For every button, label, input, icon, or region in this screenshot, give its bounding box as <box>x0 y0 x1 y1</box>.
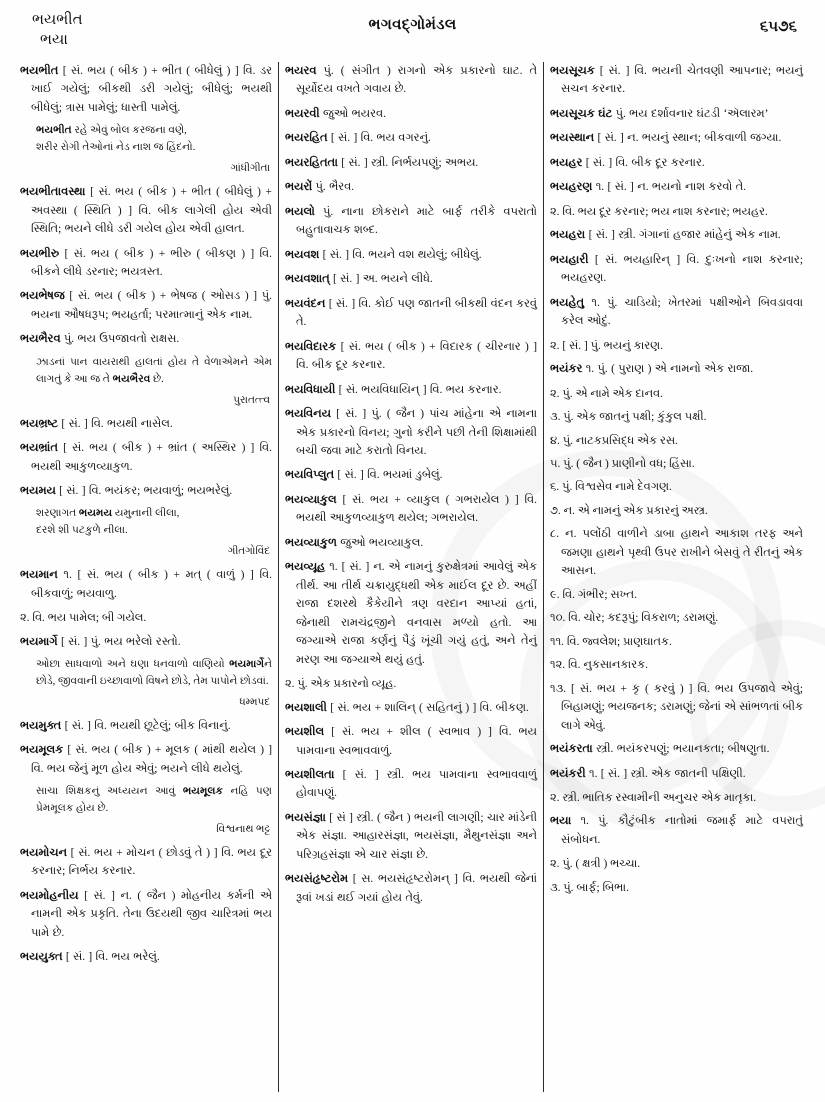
entry-definition: ૧. [ સં. ] ન. એ નામનું કુરુક્ષેત્રમાં આવેલું એક તીર્થ. આ તીર્થ ચક્રાયુદ્ધથી એક માઈલ દૂર છે. અહીં રાજા દશરથે કૈકેયીને ત્રણ વરદાન આપ્યાં હતાં, જેનાથી રામચંદ્રજીને વનવાસ મળ્યો હતો. આ જગ્યાએ રાજા કર્ણનું પૈડું ખૂંચી ગયું હતું, અને તેનું મરણ આ જગ્યાએ થયું હતું. <box>296 561 537 666</box>
entry-headword: ભયભીત <box>20 65 59 77</box>
entry-headword: ભયસૂચક ઘંટ <box>550 107 613 120</box>
entry-headword: ભયવશ <box>285 248 320 261</box>
entry-sense: ૧૩. [ સં. ભય + કૃ ( કરવું ) ] વિ. ભય ઉપજાવે એવું; બિહામણું; ભયજનક; ડરામણું; જેનાં એ સાંભળતાં બીક લાગે એવું. <box>550 682 803 732</box>
dictionary-entry <box>285 62 537 99</box>
entry-headword: ભયલો <box>285 205 315 218</box>
dictionary-entry <box>285 766 537 803</box>
dictionary-entry <box>550 129 803 147</box>
dictionary-entry <box>20 439 272 476</box>
entry-headword: ભયહર <box>550 156 583 169</box>
entry-definition: [ સં. ભય ( બીક ) + ભીત ( બીધેલું ) + અવસ્થા ( સ્થિતિ ) ] વિ. બીક લાગેલી હોય એવી સ્થિતિ; ભયને લીધે ડરી ગયેલ હોય એવી હાલત. <box>31 186 272 236</box>
dictionary-entry <box>285 405 537 460</box>
citation-keyword: ભયભીત <box>36 125 72 137</box>
entry-headword: ભયભેષજ <box>20 290 65 303</box>
dictionary-entry <box>20 415 272 433</box>
citation-keyword: ભયભૈરવ <box>112 373 151 385</box>
entry-headword: ભયભ્રાંત <box>20 442 58 455</box>
entry-definition: [ સં. ] પું. ( જૈન ) પાંચ માંહેના એ નામના એક પ્રકારનો વિનય; ગુનો કરીને પછી તેની શિક્ષામાંથી બચી જવા માટે કરાતો વિનય. <box>296 408 537 457</box>
entry-sense: ૧૧. વિ. જ્વલેશ; પ્રાણઘાતક. <box>550 635 672 648</box>
entry-headword: ભયહેતુ <box>550 296 585 309</box>
dictionary-entry <box>285 534 537 552</box>
citation-line: શરીર રોગી તેઓનાં નેડ નાશ જ હિંદનો. <box>36 142 196 154</box>
entry-definition: [ સં. ભય ( બીક ) + વિદારક ( ચીરનાર ) ] વિ. બીક દૂર કરનાર. <box>296 340 537 372</box>
dictionary-entry <box>285 381 537 399</box>
dictionary-entry <box>285 246 537 264</box>
dictionary-entry <box>550 740 803 758</box>
entry-definition: [ સં. ] વિ. બીક દૂર કરનાર. <box>582 156 705 169</box>
entry-definition: સ્ત્રી. ભયંકરપણું; ભયાનકતા; બીષણુતા. <box>592 743 770 756</box>
dictionary-entry <box>285 203 537 240</box>
citation-keyword: ભયમૂલક <box>182 786 223 798</box>
entry-sense: ૨. સ્ત્રી. ભાતિક રસ્વામીની અનુચર એક માતૃકા. <box>550 792 757 804</box>
entry-definition: પું. ભય ઉપજાવતો રાક્ષસ. <box>60 333 180 346</box>
entry-headword: ભયમાન <box>20 569 58 582</box>
entry-definition: [ સં. ભય + વ્યાકુલ ( ગભરાયેલ ) ] વિ. ભયથી આકુળવ્યાકુળ થયેલ; ગભરાયેલ. <box>296 493 537 525</box>
entry-sense: ૩. પું. એક જાતનું પક્ષી; કુંકુલ પક્ષી. <box>550 411 707 424</box>
dictionary-entry <box>550 294 803 331</box>
entry-headword: ભયવ્યાકુળ <box>285 536 337 549</box>
entry-sense: ૬. પું. વિશ્વસેવ નામે દેવગણ. <box>550 481 672 494</box>
entry-headword: ભયહારી <box>550 253 589 266</box>
entry-definition: [ સં. ભય ( બીક ) + મૂલક ( માંથી થયેલ ) ] વિ. ભય જેનું મૂળ હોય એવું; ભયને લીધે થયેલું. <box>31 744 272 775</box>
citation-keyword: ભયમય <box>78 508 113 520</box>
citation-source: પુરાતત્ત્વ <box>233 394 270 406</box>
entry-definition: [ સં. ] સ્ત્રી. નિર્ભયપણું; અભય. <box>337 156 479 169</box>
dictionary-entry <box>20 633 272 651</box>
dictionary-entry <box>550 360 803 378</box>
entry-definition: પું. ( સંગીત ) રાગનો એક પ્રકારનો ઘાટ. તે સૂર્યોદય વખતે ગવાય છે. <box>296 65 537 96</box>
entry-sense: ૭. ન. એ નામનું એક પ્રકારનું અસ્ત્ર. <box>550 504 708 517</box>
column-2 <box>279 62 544 1092</box>
entry-definition: [ સં. ] વિ. ભયંકર; ભયવાળું; ભયભરેલું. <box>55 485 233 497</box>
entry-definition: [ સં. ભય ( બીક ) + ભેષજ ( ઓસડ ) ] પું. ભયના ઔષધરૂપ; ભયહર્તા; પરમાત્માનું એક નામ. <box>31 290 272 321</box>
entry-headword: ભયમૂલક <box>20 744 64 757</box>
entry-sense: ૮. ન. પલોંઠી વાળીને ડાબા હાથને આકાશ તરફ અને જમણા હાથને પૃથ્વી ઉપર રાખીને બેસવું તે રીતનું એક આસન. <box>550 528 803 578</box>
entry-sense: ૨. પું. એક પ્રકારનો વ્યૂહ. <box>285 678 397 691</box>
dictionary-entry <box>285 129 537 147</box>
entry-headword: ભયવ્યૂહ <box>285 561 326 574</box>
entry-definition: [ સં. ] ન. ( જૈન ) મોહનીય કર્મની એ નામની એક પ્રકૃતિ. તેના ઉદયથી જીવ ચારિત્રમાં ભય પામે છે. <box>31 889 272 939</box>
entry-definition: [ સં. ] વિ. ભય વગરનું. <box>327 132 431 145</box>
citation-line: નહિ પણ પ્રેમમૂલક હોય છે. <box>36 786 272 815</box>
entry-headword: ભયવિધાયી <box>285 383 336 396</box>
entry-headword: ભયા <box>550 815 572 828</box>
entry-headword: ભયહરા <box>550 229 586 242</box>
page-title: ભગવદ્ગોમંડલ <box>368 17 457 33</box>
dictionary-entry <box>285 105 537 123</box>
citation-line: ને છોડે, જીવવાની ઇચ્છાવાળો વિષને છોડે, તેમ પાપોને છોડવાં. <box>36 659 272 687</box>
entry-definition: પું. નાના છોકરાને માટે બાર્ફ તરીકે વપરાતો બહુતાવાચક શબ્દ. <box>296 205 537 237</box>
entry-headword: ભયંકરતા <box>550 743 593 756</box>
dictionary-entry <box>285 154 537 172</box>
citation-source: વિશ્વનાથ ભટ્ટ <box>216 824 270 836</box>
dictionary-entry <box>285 870 537 907</box>
citation-line: યમુનાની લીલા, <box>112 508 180 520</box>
entry-headword: ભયરહિતતા <box>285 156 338 169</box>
entry-headword: ભયશીલ <box>285 726 325 739</box>
dictionary-entry <box>20 948 272 966</box>
entry-definition: [ સં ] સ્ત્રી. ( જૈન ) ભયની લાગણી; ચાર માંડેની એક સંજ્ઞા. આહારસંજ્ઞા, ભયસંજ્ઞા, મૈથુનસંજ્ઞા અને પરિગ્રહસંજ્ઞા એ ચાર સંજ્ઞા છે. <box>296 811 537 861</box>
dictionary-entry <box>550 251 803 288</box>
entry-headword: ભયરવી <box>285 107 320 120</box>
entry-headword: ભયમોહનીય <box>20 889 79 902</box>
entry-citation <box>20 784 272 818</box>
entry-headword: ભયરોં <box>285 181 313 194</box>
dictionary-entry <box>550 765 803 783</box>
entry-headword: ભયરવ <box>285 65 317 77</box>
dictionary-entry <box>550 105 803 123</box>
dictionary-entry <box>20 887 272 942</box>
entry-sense: ૪. પું. નાટકપ્રસિદ્ધ એક રસ. <box>550 434 678 447</box>
dictionary-entry <box>285 558 537 669</box>
entry-sense: ૩. પું. બાર્ફ; બિભા. <box>550 881 629 894</box>
entry-headword: ભયવિનય <box>285 408 331 421</box>
entry-headword: ભયવશાત્ <box>285 273 330 286</box>
entry-headword: ભયસૂચક <box>550 65 595 77</box>
dictionary-entry <box>20 741 272 778</box>
entry-citation <box>20 506 272 540</box>
entry-definition: [ સં. ] વિ. ભયથી છૂટેલું; બીક વિનાનું. <box>61 719 231 732</box>
entry-definition: [ સં. ] વિ. ભયમાં ડુબેલું. <box>334 469 443 482</box>
citation-line: રહે એવું બોલ કરજના વણે, <box>71 125 187 137</box>
entry-definition: જુઓ ભયવ્યાકુલ. <box>336 536 424 549</box>
entry-definition: [ સં. ] સ્ત્રી. ભય પામવાના સ્વભાવવાળું હોવાપણું. <box>296 769 537 800</box>
entry-headword: ભયસ્થાન <box>550 132 595 145</box>
citation-line: ઝાડનાં પાન વાયરાથી હાલતાં હોય તે વેળાએ <box>36 356 233 368</box>
dictionary-entry <box>285 178 537 196</box>
citation-line: શરણાગત <box>36 508 79 520</box>
entry-definition: ૧. પું. ચાડિયો; ખેતરમાં પક્ષીઓને બિવડાવવા કરેલ ઓદું. <box>561 296 803 328</box>
dictionary-entry <box>20 844 272 881</box>
entry-headword: ભયશીલતા <box>285 769 335 781</box>
entry-headword: ભયસંજ્ઞા <box>285 811 326 824</box>
citation-line: ઓછા સાધવાળો અને ઘણા ધનવાળો વાણિયો <box>36 659 230 671</box>
entry-sense: ૫. પું. ( જૈન ) પ્રાણીનો વધ; હિંસા. <box>550 457 695 470</box>
page-header <box>14 10 811 60</box>
dictionary-entry <box>20 482 272 500</box>
entry-citation <box>20 123 272 157</box>
entry-definition: ૧. [ સં. ] ન. ભયનો નાશ કરવો તે. <box>592 181 747 194</box>
entry-sense: ૨. પું. ( ક્ષત્રી ) ભચ્ચા. <box>550 858 641 871</box>
entry-headword: ભયવ્યાકુલ <box>285 493 337 506</box>
entry-definition: [ સ. ભયસંહૃષ્ટરોમન્ ] વિ. ભયથી જેનાં રૂવાં ખડાં થઈ ગયાં હોય તેવું. <box>296 873 537 904</box>
entry-definition: [ સં. ભય ( બીક ) + ભીરુ ( બીકણ ) ] વિ. બીકને લીધે ડરનાર; ભયત્રસ્ત. <box>31 247 272 278</box>
entry-definition: પું. ભય દર્શાવનાર ઘંટડી ‘ઍલારમ’ <box>612 107 769 120</box>
dictionary-entry <box>20 717 272 735</box>
entry-headword: ભયમાર્ગે <box>20 635 58 648</box>
column-3 <box>544 62 809 1092</box>
entry-definition: ૧. [ સં. ભય ( બીક ) + મત્ ( વાળું ) ] વિ. બીકવાળું; ભયવાળુ. <box>31 569 272 600</box>
entry-headword: ભયમુક્ત <box>20 719 62 732</box>
entry-citation <box>20 355 272 389</box>
entry-definition: ૧. [ સં. ] સ્ત્રી. એક જાતની પક્ષિણી. <box>585 767 746 780</box>
entry-citation <box>20 657 272 691</box>
entry-definition: [ સં. ] વિ. ભયને વશ થયેલું; બીધેલું. <box>319 248 482 261</box>
entry-headword: ભયવિપ્લુત <box>285 469 335 482</box>
entry-headword: ભયહરણ <box>550 181 593 194</box>
citation-line: છે. <box>150 373 164 385</box>
entry-definition: [ સં. ] સ્ત્રી. ગંગાનાં હજાર માંહેનું એક નામ. <box>585 229 781 242</box>
citation-keyword: ભયમાર્ગે <box>229 659 265 671</box>
entry-definition: ૧. પું. ( પુરાણ ) એ નામનો એક રાજા. <box>582 363 754 376</box>
entry-definition: ૧. પું. કૌટુંબીક નાતોમાં જમાર્ફ માટે વપરાતું સંબોધન. <box>561 815 803 846</box>
dictionary-entry <box>20 287 272 324</box>
dictionary-entry <box>285 295 537 332</box>
entry-definition: [ સં. ભય ( બીક ) + ભ્રાંત ( અસ્થિર ) ] વિ. ભયથી આકુળવ્યાકુળ. <box>31 442 272 473</box>
dictionary-entry <box>20 330 272 348</box>
entry-definition: [ સં. ભયહારિન્ ] વિ. દુઃખનો નાશ કરનાર; ભયહરણ. <box>561 253 803 285</box>
entry-definition: [ સં. ] વિ. ભયથી નાસેલ. <box>58 417 173 430</box>
entry-headword: ભયશાલી <box>285 701 327 714</box>
entry-definition: [ સં. ભય ( બીક ) + ભીત ( બીધેલું ) ] વિ. ડર ખાઈ ગયેલું; બીકથી ડરી ગયેલું; બીધેલું; ભયથી બીધેલું; ત્રાસ પામેલું; ધાસ્તી પામેલું. <box>31 65 272 114</box>
column-container <box>14 62 811 1092</box>
entry-definition: [ સં. ભયવિધાયિન્ ] વિ. ભય કરનાર. <box>335 383 502 396</box>
entry-headword: ભયસંહૃષ્ટરોમ <box>285 873 349 886</box>
dictionary-entry <box>20 245 272 282</box>
entry-headword: ભયયુક્ત <box>20 951 63 964</box>
citation-source: ગાંધીગીતા <box>230 163 270 175</box>
dictionary-entry <box>550 178 803 196</box>
entry-definition: જુઓ ભયરવ. <box>319 107 386 120</box>
entry-sense: ૨. [ સં. ] પું. ભયનું કારણ. <box>550 339 663 352</box>
entry-definition: [ સં. ભય + શાલિન્ ( સહિતનું ) ] વિ. બીકણ. <box>326 701 529 714</box>
entry-headword: ભયભીતાવસ્થા <box>20 186 86 199</box>
entry-sense: ૨. પું. એ નામે એક દાનવ. <box>550 387 663 400</box>
dictionary-entry <box>285 809 537 864</box>
entry-definition: [ સં. ] અ. ભયને લીધે. <box>329 273 433 286</box>
dictionary-entry <box>285 466 537 484</box>
entry-headword: ભયંકર <box>550 363 583 376</box>
dictionary-entry <box>20 566 272 603</box>
entry-definition: [ સં. ] વિ. ભય ભરેલું. <box>62 951 160 964</box>
citation-line: સાચા શિક્ષકનું અધ્યયન આવું <box>36 786 183 798</box>
dictionary-entry <box>285 699 537 717</box>
entry-sense: ૨. વિ. ભય પામેલ; બી ગયેલ. <box>20 612 147 625</box>
citation-source: ગીતગોવિંદ <box>227 546 270 558</box>
entry-definition: [ સં. ] ન. ભયનું સ્થાન; બીકવાળી જગ્યા. <box>594 132 782 145</box>
entry-sense: ૧૨. વિ. નુકસાનકારક. <box>550 659 648 672</box>
dictionary-entry <box>20 62 272 117</box>
dictionary-entry <box>550 62 803 99</box>
entry-headword: ભયમય <box>20 485 56 497</box>
citation-source: ધમ્મપદ <box>239 696 270 708</box>
dictionary-entry <box>285 723 537 760</box>
entry-headword: ભયમોચન <box>20 846 67 859</box>
column-1 <box>14 62 279 1092</box>
entry-definition: પું. ભૈરવ. <box>312 181 355 194</box>
header-catchword-second: ભયા <box>40 32 68 49</box>
dictionary-entry <box>285 491 537 528</box>
entry-sense: ૨. વિ. ભય દૂર કરનાર; ભય નાશ કરનાર; ભયહર. <box>550 205 768 218</box>
entry-definition: [ સં. ભય + શીલ ( સ્વભાવ ) ] વિ. ભય પામવાના સ્વભાવવાળું. <box>296 726 537 757</box>
citation-line: દરશે શી પટકુળે નીલા. <box>36 525 128 537</box>
citation-line: મને એમ લાગતું કે આ જ તે <box>36 356 272 385</box>
entry-definition: [ સં. ] વિ. ભયની ચેતવણી આપનાર; ભયનું સચન કરનાર. <box>561 65 803 96</box>
entry-headword: ભયંકરી <box>550 767 586 780</box>
dictionary-entry <box>550 154 803 172</box>
entry-definition: [ સં. ] વિ. કોઈ પણ જાતની બીકથી વંદન કરવું તે. <box>296 297 537 329</box>
entry-definition: [ સં. ] પું. ભય ભરેલો રસ્તો. <box>57 635 181 648</box>
page-number: ૬૫૭૬ <box>759 19 797 35</box>
entry-headword: ભયવિદારક <box>285 340 337 353</box>
entry-sense: ૧૦. વિ. ચોર; કદરૂપું; વિકરાળ; ડરામણું. <box>550 612 719 625</box>
dictionary-entry <box>550 226 803 244</box>
dictionary-entry <box>285 338 537 375</box>
dictionary-entry <box>285 270 537 288</box>
dictionary-entry <box>550 812 803 849</box>
entry-headword: ભયરહિત <box>285 132 328 145</box>
entry-headword: ભયભ્રષ્ટ <box>20 417 59 430</box>
entry-definition: [ સં. ભય + મોચન ( છોડવું તે ) ] વિ. ભય દૂર કરનાર; નિર્ભય કરનાર. <box>31 846 272 878</box>
entry-headword: ભયભીરુ <box>20 247 60 260</box>
entry-headword: ભયવંદન <box>285 297 326 310</box>
entry-headword: ભયભૈરવ <box>20 333 61 346</box>
entry-sense: ૯. વિ. ગંભીર; સખ્ત. <box>550 588 637 601</box>
dictionary-entry <box>20 183 272 238</box>
header-catchword-first: ભયભીત <box>32 12 83 28</box>
